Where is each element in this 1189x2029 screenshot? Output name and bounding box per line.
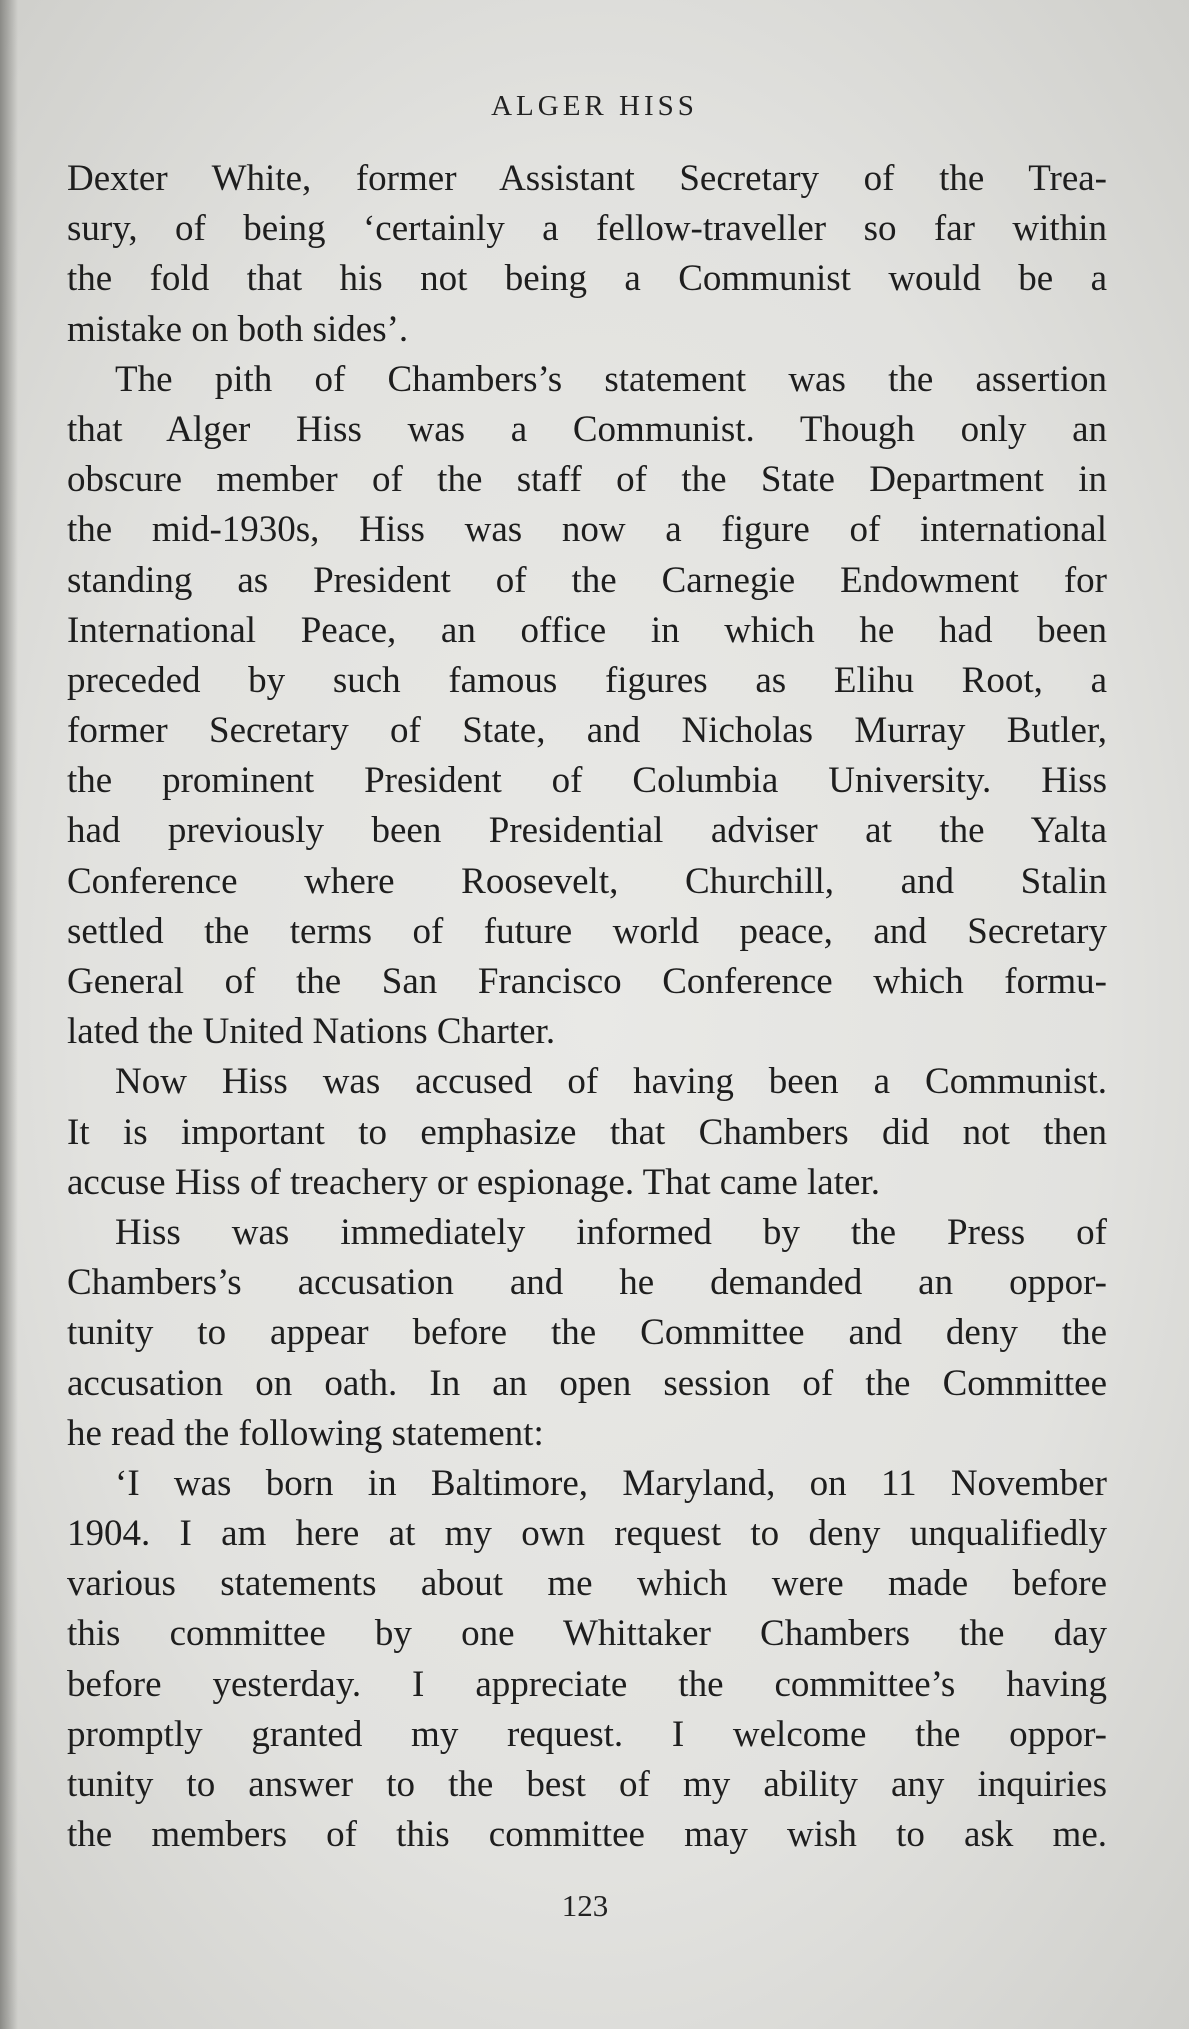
text-line: various statements about me which were made before <box>67 1563 1107 1605</box>
text-line: obscure member of the staff of the State Department in <box>67 459 1107 501</box>
text-line: General of the San Francisco Conference which formu- <box>67 961 1107 1002</box>
text-line: Chambers’s accusation and he demanded an oppor- <box>67 1262 1107 1304</box>
paragraph <box>67 1208 1107 1459</box>
text-line: had previously been Presidential adviser at the Yalta <box>67 810 1107 852</box>
text-line: tunity to appear before the Committee and deny the <box>67 1312 1107 1354</box>
text-line: ‘I was born in Baltimore, Maryland, on 11 November <box>115 1462 1107 1504</box>
text-line: Dexter White, former Assistant Secretary of the Trea- <box>67 158 1107 199</box>
text-line: 1904. I am here at my own request to deny unqualifiedly <box>67 1513 1107 1555</box>
text-line: promptly granted my request. I welcome the oppor- <box>67 1713 1107 1755</box>
page-edge-shadow <box>0 0 18 2029</box>
text-line: Hiss was immediately informed by the Press of <box>115 1211 1107 1253</box>
text-line: accuse Hiss of treachery or espionage. That came later. <box>67 1161 880 1203</box>
page-number: 123 <box>561 1888 609 1923</box>
text-line: accusation on oath. In an open session of the Committee <box>67 1362 1107 1404</box>
text-line: the mid-1930s, Hiss was now a figure of international <box>67 509 1107 551</box>
paragraph <box>67 1459 1107 1861</box>
text-line: he read the following statement: <box>67 1412 544 1454</box>
text-line: The pith of Chambers’s statement was the assertion <box>115 358 1107 400</box>
text-line: Now Hiss was accused of having been a Communist. <box>115 1061 1107 1103</box>
text-line: this committee by one Whittaker Chambers the day <box>67 1613 1107 1655</box>
paragraph <box>67 1057 1107 1208</box>
text-line: lated the United Nations Charter. <box>67 1011 556 1053</box>
running-head: ALGER HISS <box>491 90 698 122</box>
text-line: International Peace, an office in which he had been <box>67 609 1107 651</box>
text-line: before yesterday. I appreciate the committee’s having <box>67 1663 1107 1705</box>
paragraph <box>67 355 1107 1058</box>
text-line: mistake on both sides’. <box>67 308 409 350</box>
text-line: sury, of being ‘certainly a fellow-traveller so far within <box>67 208 1107 250</box>
paragraph <box>67 154 1107 355</box>
body-text <box>67 154 1107 1860</box>
text-line: standing as President of the Carnegie Endowment for <box>67 559 1107 601</box>
text-line: the members of this committee may wish to ask me. <box>67 1814 1107 1856</box>
text-line: Conference where Roosevelt, Churchill, and Stalin <box>67 860 1107 902</box>
text-line: preceded by such famous figures as Elihu Root, a <box>67 659 1107 701</box>
text-line: the prominent President of Columbia University. Hiss <box>67 760 1107 802</box>
text-line: former Secretary of State, and Nicholas Murray Butler, <box>67 710 1107 752</box>
text-line: tunity to answer to the best of my ability any inquiries <box>67 1764 1107 1805</box>
text-line: the fold that his not being a Communist would be a <box>67 258 1107 300</box>
text-line: that Alger Hiss was a Communist. Though only an <box>67 408 1107 450</box>
text-line: settled the terms of future world peace, and Secretary <box>67 910 1107 952</box>
text-line: It is important to emphasize that Chambers did not then <box>67 1111 1107 1153</box>
